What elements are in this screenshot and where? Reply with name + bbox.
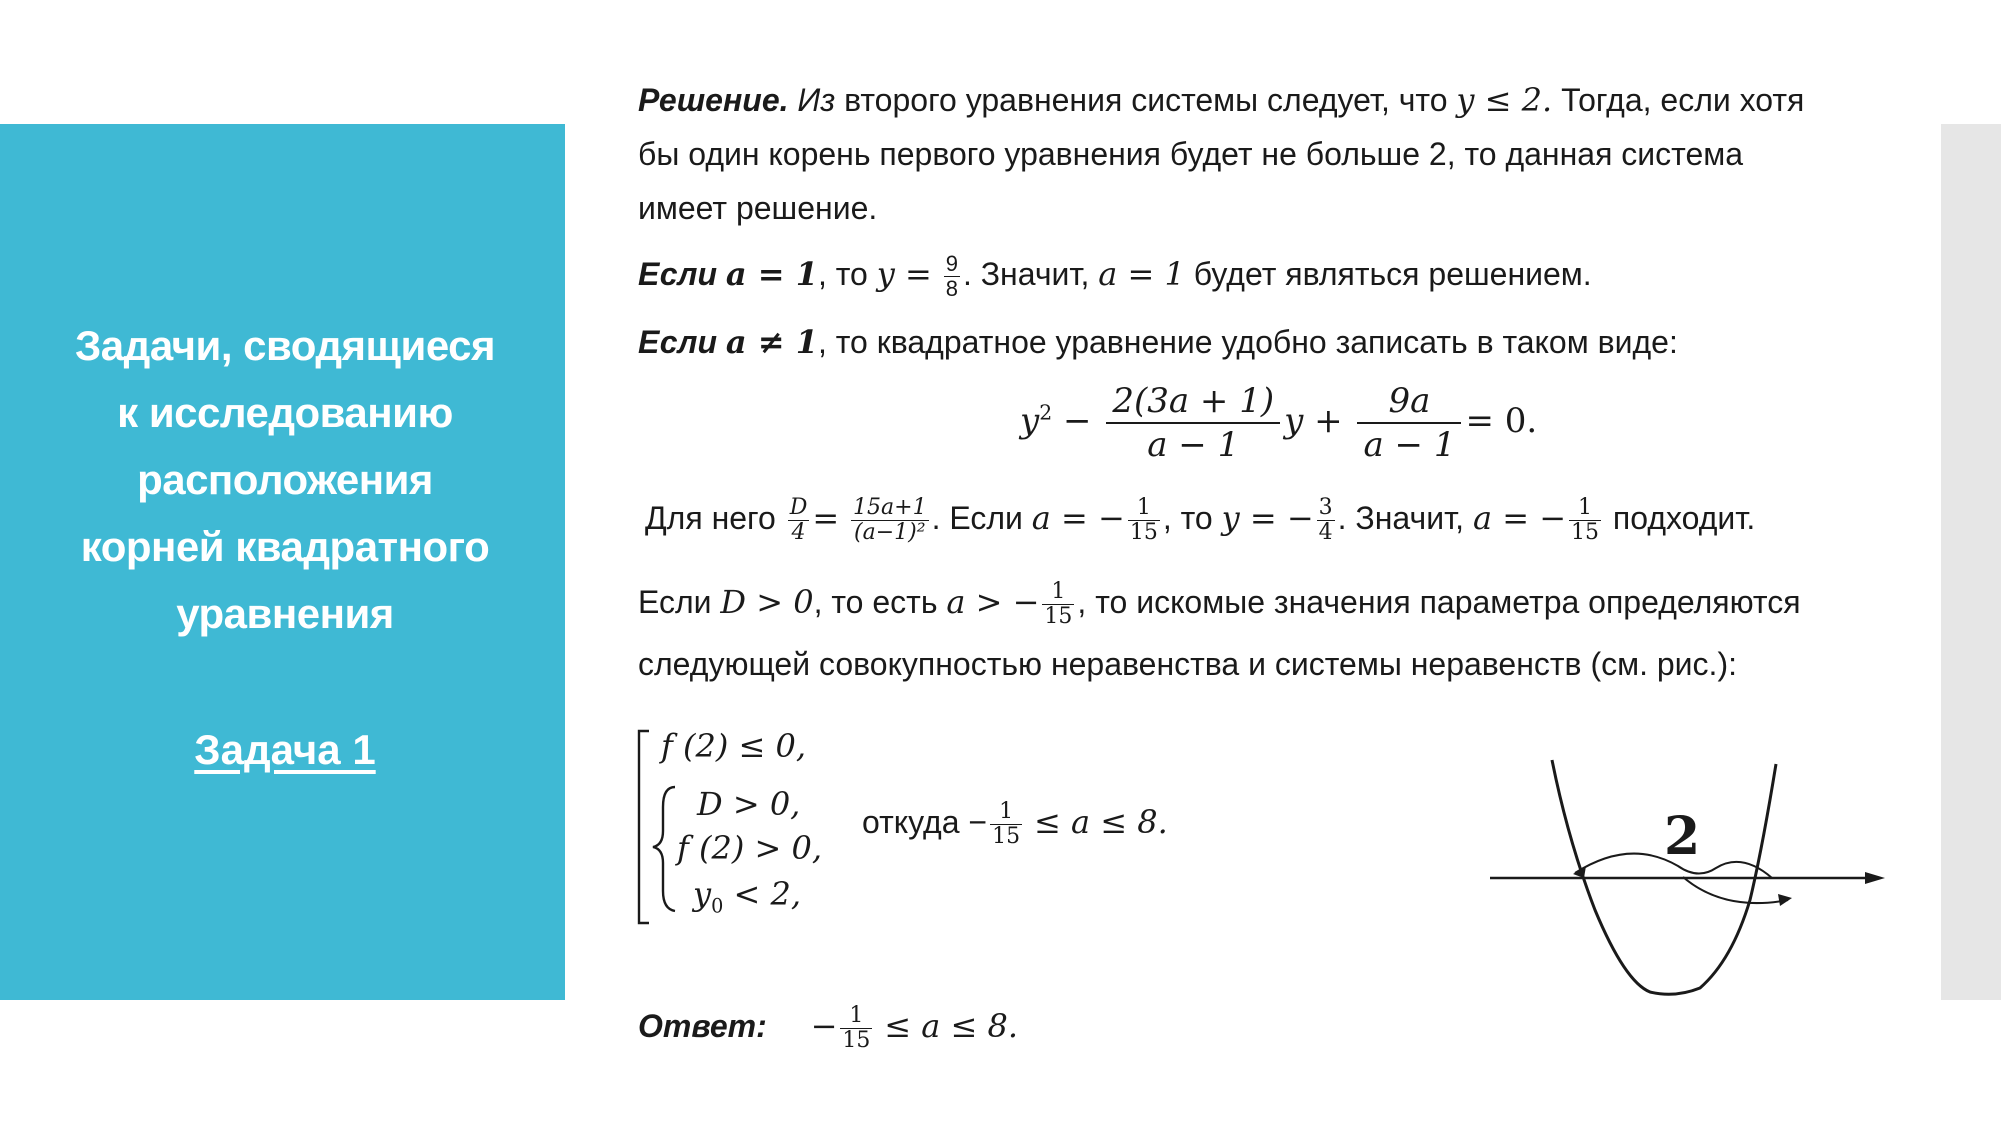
arc-arrow-icon [1778, 894, 1792, 906]
positive-discriminant-line-2: следующей совокупностью неравенства и системы неравенств (см. рис.): [638, 646, 1737, 682]
parabola-figure [1480, 750, 1900, 1010]
fraction: $\frac{15a+1}{\text{(a−1)²}}$ [853, 495, 927, 545]
system-row-3: f (2) > 0, [677, 829, 823, 867]
fraction: $\frac{2(3a + 1)}{a - 1}$ [1106, 380, 1280, 466]
inequality-system [635, 727, 855, 927]
fraction: $\frac{1}{15}$ [1044, 579, 1073, 629]
system-row-1: f (2) ≤ 0, [661, 727, 807, 765]
title-line: к исследованию [117, 389, 453, 436]
figure-label: 2 [1664, 806, 1701, 867]
solution-line-1: Решение. Из второго уравнения системы следует, что y ≤ 2. Тогда, если хотя [638, 81, 1805, 119]
arc-right [1683, 877, 1788, 903]
title-line: расположения [137, 456, 433, 503]
result-line: откуда − $\frac{1}{15}$ ≤ a ≤ 8. [862, 799, 1168, 849]
title-line: Задачи, сводящиеся [74, 322, 495, 369]
fraction: $\frac{9}{8}$ [945, 251, 958, 301]
case-a-equals-1: Если a = 1, то y = $\frac{9}{8}$ . Значит, a = 1 будет являться решением. [638, 251, 1592, 301]
fraction: $\frac{D}{4}$ [789, 495, 808, 545]
discriminant-line: Для него $\frac{D}{4}$ = $\frac{15a+1}{\text{(a−1)²}}$ . Если a = − $\frac{1}{15}$ , то y = − $\frac{3}{4}$ . Значит, a = − $\frac{1}{15}$ подходит. [645, 495, 1756, 545]
axis-arrow-icon [1865, 872, 1885, 884]
fraction: $\frac{9a}{a - 1}$ [1357, 380, 1461, 466]
solution-line-2: бы один корень первого уравнения будет не больше 2, то данная система [638, 136, 1744, 172]
positive-discriminant-line: Если D > 0, то есть a > − $\frac{1}{15}$ , то искомые значения параметра определяются [638, 579, 1801, 629]
title-line: корней квадратного [80, 523, 490, 570]
answer-line: Ответ: − $\frac{1}{15}$ ≤ a ≤ 8. [638, 1003, 1019, 1053]
system-row-4: $y_0 < 2$, [693, 875, 801, 918]
fraction: $\frac{1}{15}$ [1129, 495, 1158, 545]
system-row-2: D > 0, [697, 785, 801, 823]
fraction: $\frac{3}{4}$ [1318, 495, 1333, 545]
case-a-not-1: Если a ≠ 1, то квадратное уравнение удобно записать в таком виде: [638, 323, 1678, 361]
solution-line-3: имеет решение. [638, 190, 878, 226]
task-1-link[interactable]: Задача 1 [194, 726, 376, 773]
quadratic-equation: $y^2$ − $\frac{2(3a + 1)}{a - 1}$ y + $\frac{9a}{a - 1}$ = 0. [1020, 381, 1538, 465]
title-line: уравнения [176, 590, 394, 637]
fraction: $\frac{1}{15}$ [1571, 495, 1599, 545]
fraction: $\frac{1}{15}$ [842, 1003, 871, 1053]
fraction: $\frac{1}{15}$ [992, 799, 1021, 849]
